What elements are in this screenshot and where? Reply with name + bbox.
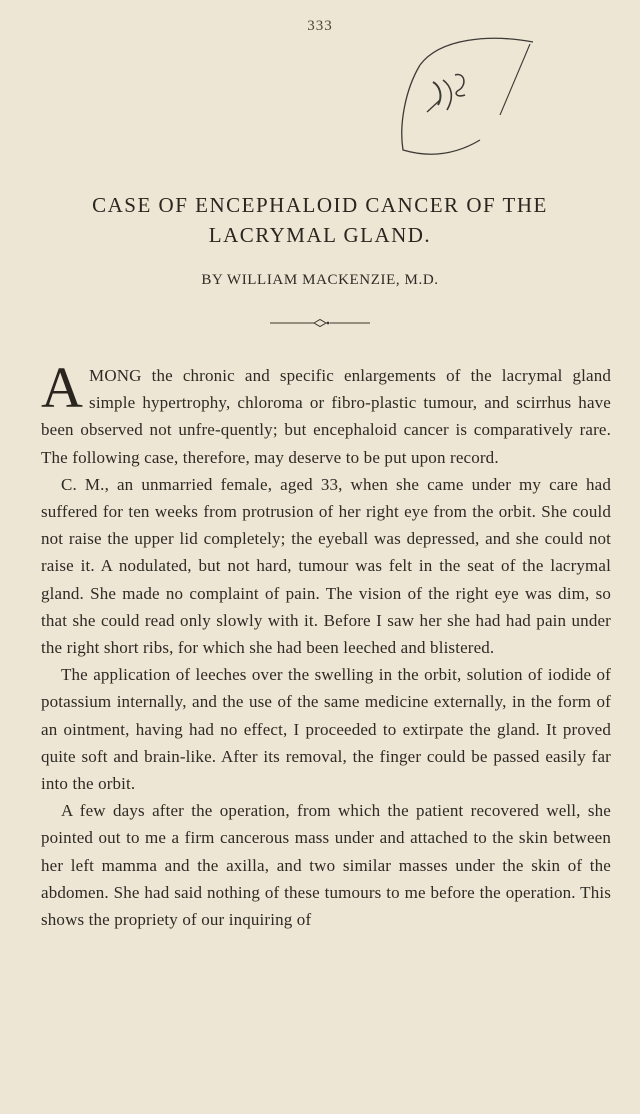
ornamental-divider <box>270 318 370 328</box>
handwritten-stamp-mark <box>385 30 545 160</box>
paragraph: A few days after the operation, from which the patient recovered well, she pointed out to me a firm cancerous mass under and attached to the skin between her left mamma and the axilla, and two similar masses under the skin of the abdomen. She had said nothing of these tumours to me before the operation. This shows the propriety of our inquiring of <box>41 801 611 930</box>
article-body <box>41 355 611 933</box>
page-number: 333 <box>307 18 333 34</box>
drop-cap: A <box>41 355 84 420</box>
title-line-1: CASE OF ENCEPHALOID CANCER OF THE <box>92 193 548 217</box>
paragraph: C. M., an unmarried female, aged 33, when she came under my care had suffered for ten weeks from protrusion of her right eye from the orbit. She could not raise the upper lid completely; the eyeball was depressed, and she could not raise it. A nodulated, but not hard, tumour was felt in the seat of the lacrymal gland. She made no complaint of pain. The vision of the right eye was dim, so that she could read only slowly with it. Before I saw her she had had pain under the right short ribs, for which she had been leeched and blistered. <box>41 474 611 658</box>
paragraph-text: MONG the chronic and specific enlargements of the lacrymal gland simple hypertrophy, chloroma or fibro-plastic tumour, and scirrhus have been observed not unfre-quently; but encephaloid cancer is comparatively rare. The following case, therefore, may deserve to be put upon record. <box>41 366 611 467</box>
article-title <box>0 190 640 250</box>
author-byline: BY WILLIAM MACKENZIE, M.D. <box>201 272 439 288</box>
paragraph: The application of leeches over the swelling in the orbit, solution of iodide of potassium internally, and the use of the same medicine externally, in the form of an ointment, having had no effect, I proceeded to extirpate the gland. It proved quite soft and brain-like. After its removal, the finger could be passed easily far into the orbit. <box>41 665 611 794</box>
paragraph <box>41 355 611 471</box>
title-line-2: LACRYMAL GLAND. <box>208 223 432 247</box>
